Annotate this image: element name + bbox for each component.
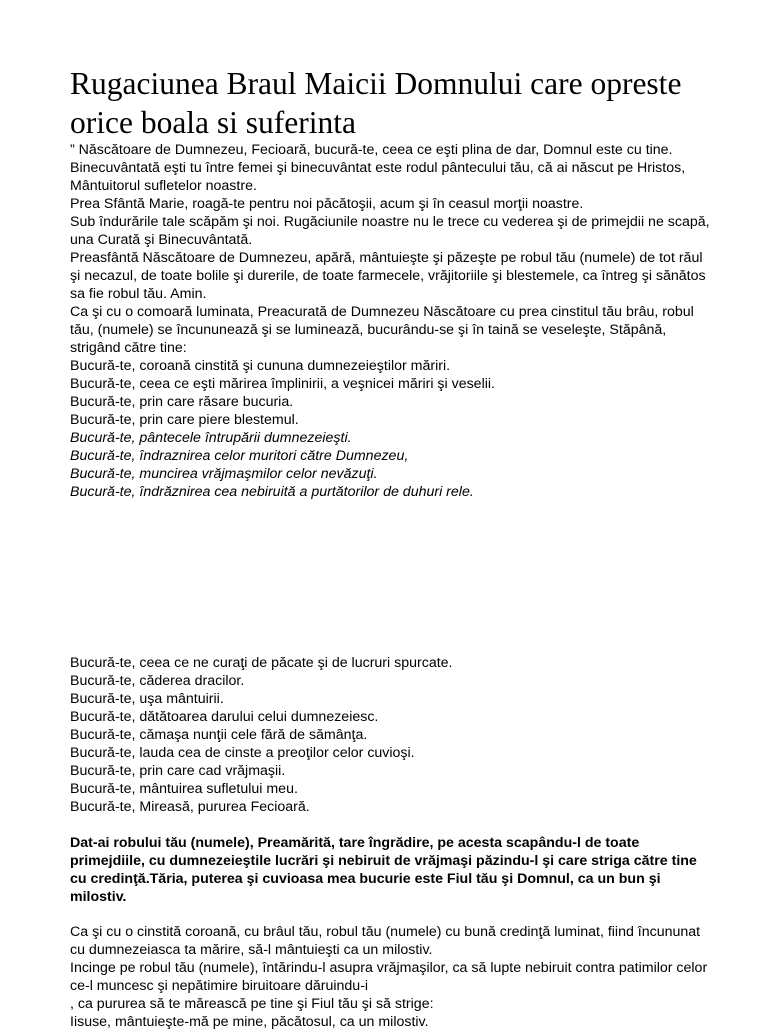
prayer-section-2 [70, 654, 710, 816]
prayer-line: Bucură-te, dătătoarea darului celui dumnezeiesc. [70, 709, 379, 725]
prayer-line: Ca şi cu o cinstită coroană, cu brâul tău, robul tău (numele) cu bună credinţă luminat, fiind încununat cu dumnezeiasca ta mărire, să-l mântuieşti ca un milostiv. [70, 924, 701, 958]
bold-paragraph: Dat-ai robului tău (numele), Preamărită, tare îngrădire, pe acesta scapându-l de toate primejdiile, cu dumnezeieştile lucrări şi nebiruit de vrăjmaşi păzindu-l şi care striga către tine cu credinţă.Tăria, puterea şi cuvioasa mea bucurie este Fiul tău şi Domnul, ca un bun şi milostiv. [70, 835, 697, 905]
prayer-line: Bucură-te, prin care cad vrăjmaşii. [70, 763, 286, 779]
prayer-line-italic: Bucură-te, muncirea vrăjmaşmilor celor nevăzuţi. [70, 466, 378, 482]
prayer-line: , ca pururea să te mărească pe tine şi Fiul tău şi să strige: [70, 996, 434, 1012]
prayer-line: Incinge pe robul tău (numele), întărindu-l asupra vrăjmaşilor, ca să lupte nebiruit contra patimilor celor ce-l muncesc şi nepătimire biruitoare dăruindu-i [70, 960, 708, 994]
page-title: Rugaciunea Braul Maicii Domnului care opreste orice boala si suferinta [70, 66, 682, 140]
prayer-line: Sub îndurările tale scăpăm şi noi. Rugăciunile noastre nu le trece cu vederea şi de primejdii ne scapă, una Curată şi Binecuvântată. [70, 214, 710, 248]
prayer-line: Bucură-te, lauda cea de cinste a preoţilor celor cuvioşi. [70, 745, 415, 761]
prayer-line: Bucură-te, ceea ce ne curaţi de păcate şi de lucruri spurcate. [70, 655, 453, 671]
prayer-line: Bucură-te, mântuirea sufletului meu. [70, 781, 298, 797]
prayer-line: Prea Sfântă Marie, roagă-te pentru noi păcătoşii, acum şi în ceasul morţii noastre. [70, 196, 584, 212]
prayer-line: Bucură-te, Mireasă, pururea Fecioară. [70, 799, 310, 815]
prayer-section-1 [70, 141, 710, 501]
prayer-line: Bucură-te, cămaşa nunţii cele fără de sămânţa. [70, 727, 368, 743]
prayer-line: Bucură-te, uşa mântuirii. [70, 691, 224, 707]
prayer-line: Iisuse, mântuieşte-mă pe mine, păcătosul, ca un milostiv. [70, 1014, 429, 1030]
prayer-line-italic: Bucură-te, îndraznirea celor muritori către Dumnezeu, [70, 448, 409, 464]
prayer-line: Preasfântă Născătoare de Dumnezeu, apără, mântuieşte şi păzeşte pe robul tău (numele) de tot răul şi necazul, de toate bolile şi durerile, de toate farmecele, vrăjitoriile şi blestemele, ca întreg şi sănătos sa fie robul tău. Amin. [70, 250, 706, 302]
prayer-line: Binecuvântată eşti tu între femei şi binecuvântat este rodul pântecului tău, că ai născut pe Hristos, Mântuitorul sufletelor noastre. [70, 160, 686, 194]
prayer-line-italic: Bucură-te, îndrăznirea cea nebiruită a purtătorilor de duhuri rele. [70, 484, 474, 500]
prayer-line: Ca şi cu o comoară luminata, Preacurată de Dumnezeu Născătoare cu prea cinstitul tău brâu, robul tău, (numele) se încununează şi se luminează, bucurându-se şi în taină se veseleşte, Stăpână, strigând către tine: [70, 304, 694, 356]
prayer-line: ” Născătoare de Dumnezeu, Fecioară, bucură-te, ceea ce eşti plina de dar, Domnul este cu tine. [70, 142, 673, 158]
prayer-line-italic: Bucură-te, pântecele întrupării dumnezeieşti. [70, 430, 352, 446]
prayer-section-3 [70, 923, 710, 1031]
prayer-line: Bucură-te, coroană cinstită şi cununa dumnezeieştilor măriri. [70, 358, 451, 374]
prayer-line: Bucură-te, prin care piere blestemul. [70, 412, 299, 428]
prayer-line: Bucură-te, căderea dracilor. [70, 673, 245, 689]
prayer-line: Bucură-te, prin care răsare bucuria. [70, 394, 294, 410]
prayer-line: Bucură-te, ceea ce eşti mărirea împlinirii, a veşnicei măriri şi veselii. [70, 376, 495, 392]
